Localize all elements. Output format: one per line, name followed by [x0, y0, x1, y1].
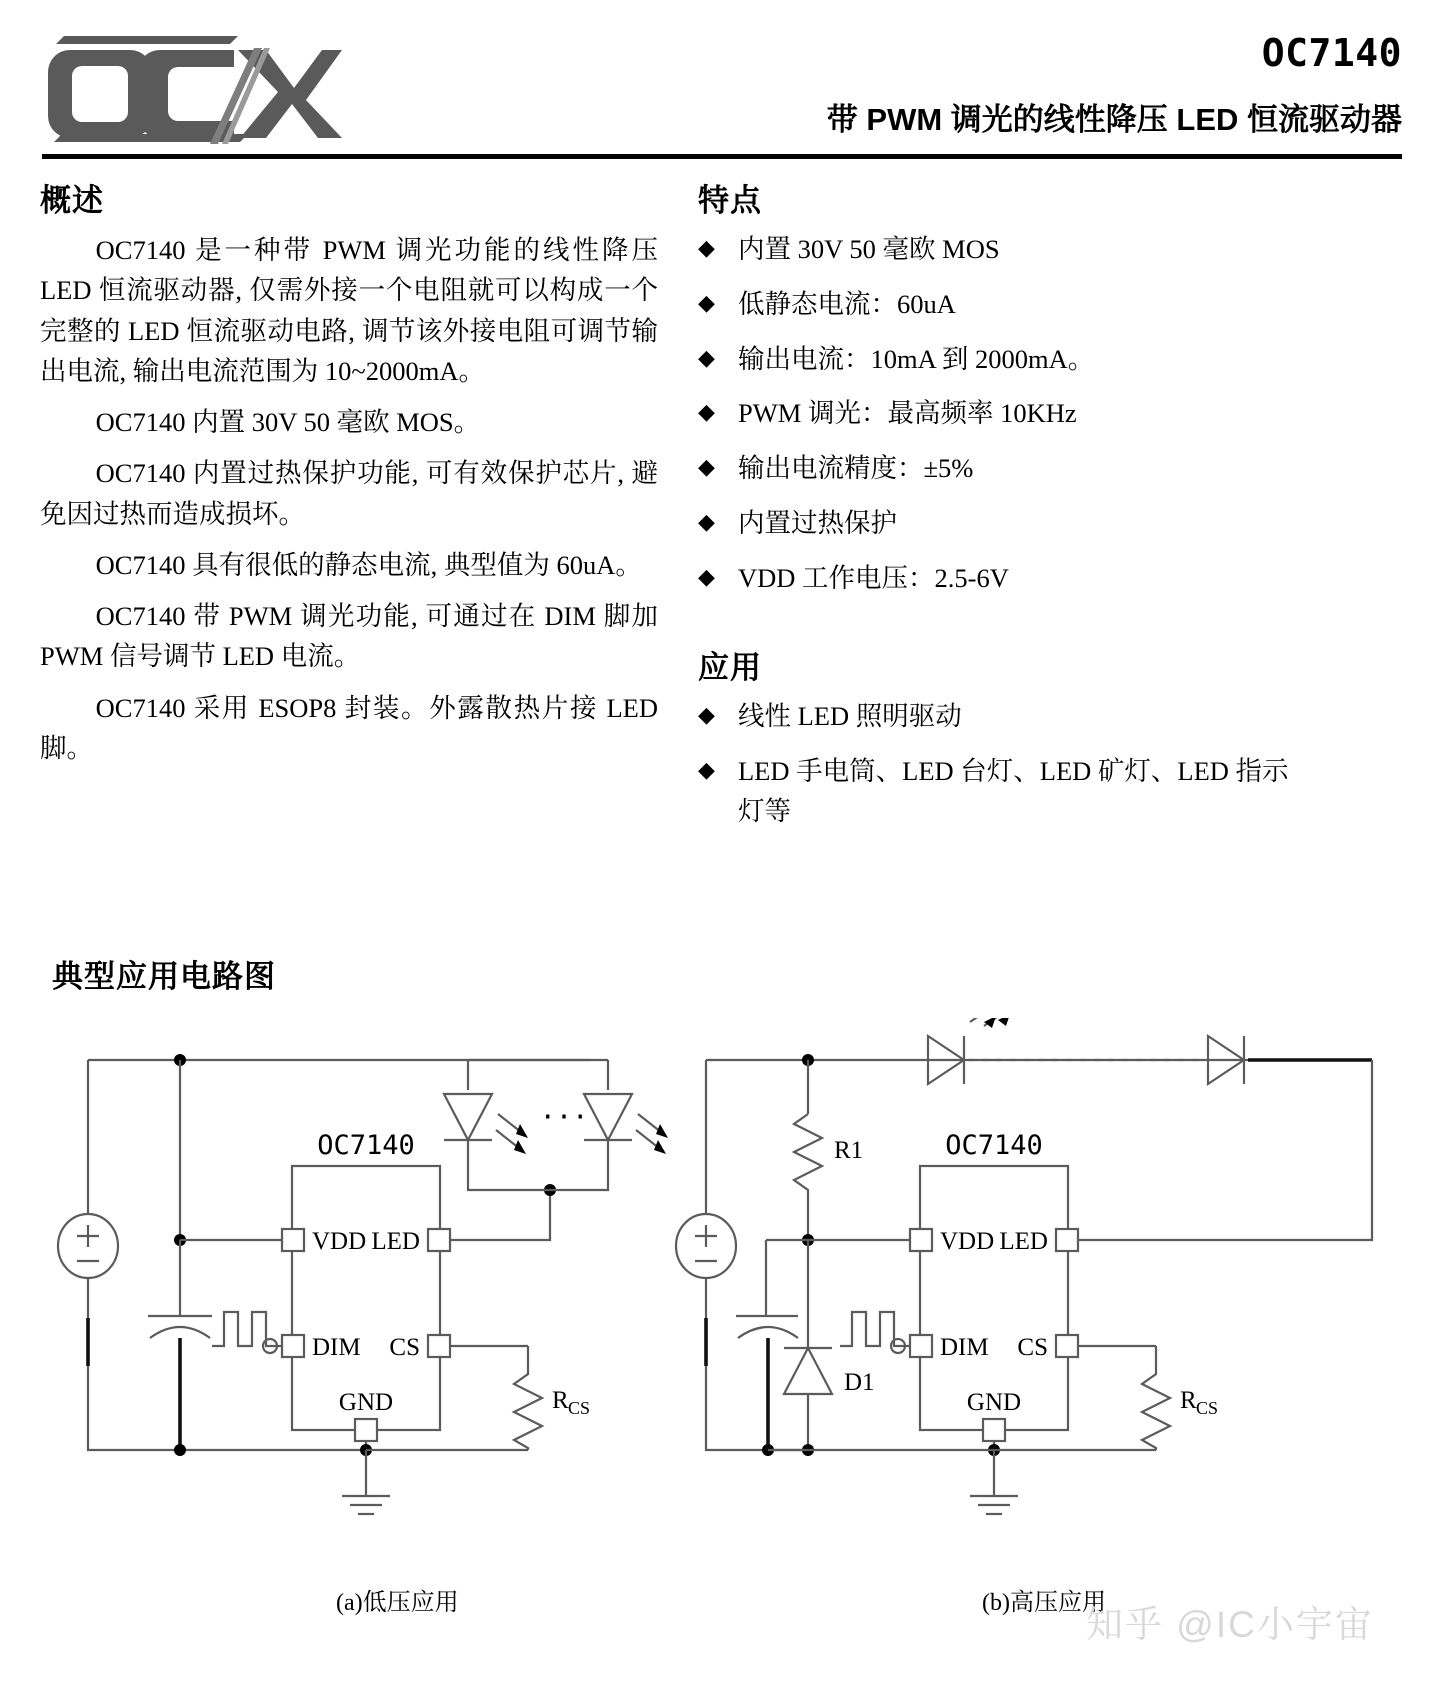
part-number: OC7140 — [1261, 31, 1402, 75]
overview-paragraph: OC7140 采用 ESOP8 封装。外露散热片接 LED 脚。 — [40, 692, 658, 763]
overview-column — [40, 169, 672, 847]
header-subtitle: 带 PWM 调光的线性降压 LED 恒流驱动器 — [826, 102, 1402, 137]
diamond-bullet-icon: ◆ — [698, 454, 715, 479]
diamond-bullet-icon: ◆ — [698, 508, 715, 534]
diode-label-d1: D1 — [844, 1368, 875, 1396]
pin-label-dim-b: DIM — [940, 1333, 989, 1361]
header-text-block — [826, 31, 1402, 138]
content-columns — [30, 169, 1410, 847]
caption-diagram-a: (a)低压应用 — [336, 1589, 459, 1616]
diagram-b-led-arrows — [984, 1018, 1010, 1028]
chip-label-b: OC7140 — [945, 1129, 1043, 1161]
page-header — [30, 0, 1410, 148]
list-item — [698, 697, 1312, 737]
diagram-a-low-voltage — [58, 1054, 668, 1514]
resistor-label-rcs-b: R — [1180, 1386, 1197, 1414]
pin-label-led-b: LED — [999, 1227, 1048, 1255]
features-heading: 特点 — [698, 183, 762, 218]
feature-text: 低静态电流：60uA — [738, 288, 956, 319]
application-text: 线性 LED 照明驱动 — [738, 701, 962, 732]
feature-text: 输出电流精度：±5% — [738, 453, 974, 483]
diamond-bullet-icon: ◆ — [698, 563, 715, 589]
list-item — [698, 752, 1312, 832]
pin-label-gnd-a: GND — [338, 1388, 394, 1416]
overview-paragraph: OC7140 内置 30V 50 毫欧 MOS。 — [95, 407, 481, 438]
chip-label-a: OC7140 — [317, 1129, 415, 1161]
feature-text: 内置过热保护 — [738, 507, 897, 538]
caption-diagram-b: (b)高压应用 — [982, 1589, 1106, 1616]
overview-paragraph: OC7140 带 PWM 调光功能, 可通过在 DIM 脚加 PWM 信号调节 LED 电流。 — [40, 601, 658, 672]
feature-text: 输出电流：10mA 到 2000mA。 — [738, 343, 1095, 374]
feature-text: VDD 工作电压：2.5-6V — [738, 562, 1009, 593]
list-item — [698, 340, 1312, 380]
list-item — [698, 504, 1312, 544]
list-item — [698, 230, 1312, 270]
diamond-bullet-icon: ◆ — [698, 289, 715, 315]
ocx-logo — [42, 30, 342, 150]
overview-paragraph: OC7140 具有很低的静态电流, 典型值为 60uA。 — [95, 549, 642, 580]
diamond-bullet-icon: ◆ — [698, 344, 715, 370]
application-text: LED 手电筒、LED 台灯、LED 矿灯、LED 指示灯等 — [738, 756, 1289, 826]
overview-heading: 概述 — [40, 183, 104, 218]
feature-text: PWM 调光：最高频率 10KHz — [738, 398, 1077, 429]
diamond-bullet-icon: ◆ — [698, 399, 715, 425]
resistor-sub-rcs-b: CS — [1196, 1397, 1219, 1418]
diagram-captions — [30, 1582, 1410, 1622]
watermark: 知乎 @IC小宇宙 — [1086, 1604, 1374, 1645]
list-item — [698, 285, 1312, 325]
led-string-ellipsis: ··· — [539, 1101, 589, 1133]
list-item — [698, 394, 1312, 434]
features-column — [672, 169, 1312, 847]
applications-heading: 应用 — [698, 650, 762, 686]
circuit-section-heading: 典型应用电路图 — [52, 958, 276, 994]
pin-label-dim-a: DIM — [312, 1333, 361, 1361]
pin-label-cs-b: CS — [1017, 1333, 1048, 1361]
overview-paragraph: OC7140 是一种带 PWM 调光功能的线性降压 LED 恒流驱动器, 仅需外接一个电阻就可以构成一个完整的 LED 恒流驱动电路, 调节该外接电阻可调节输出电流, 输出电流范围为 10~2000mA。 — [40, 235, 658, 386]
diamond-bullet-icon: ◆ — [698, 757, 715, 782]
diamond-bullet-icon: ◆ — [698, 235, 715, 260]
list-item — [698, 449, 1312, 489]
pin-label-cs-a: CS — [389, 1333, 420, 1361]
diagram-b-high-voltage — [676, 1018, 1372, 1514]
resistor-label-r1: R1 — [834, 1136, 864, 1164]
pin-label-vdd-b: VDD — [940, 1227, 995, 1255]
pin-label-vdd-a: VDD — [312, 1227, 367, 1255]
diamond-bullet-icon: ◆ — [698, 702, 715, 728]
feature-text: 内置 30V 50 毫欧 MOS — [738, 234, 1000, 264]
resistor-label-rcs-a: R — [552, 1386, 569, 1414]
header-divider — [42, 154, 1402, 159]
overview-paragraph: OC7140 内置过热保护功能, 可有效保护芯片, 避免因过热而造成损坏。 — [40, 458, 658, 529]
list-item — [698, 559, 1312, 599]
resistor-sub-rcs-a: CS — [568, 1397, 591, 1418]
features-list — [698, 230, 1312, 598]
pin-label-led-a: LED — [371, 1227, 420, 1255]
applications-list — [698, 697, 1312, 831]
pin-label-gnd-b: GND — [966, 1388, 1022, 1416]
circuit-diagrams — [30, 1018, 1410, 1578]
